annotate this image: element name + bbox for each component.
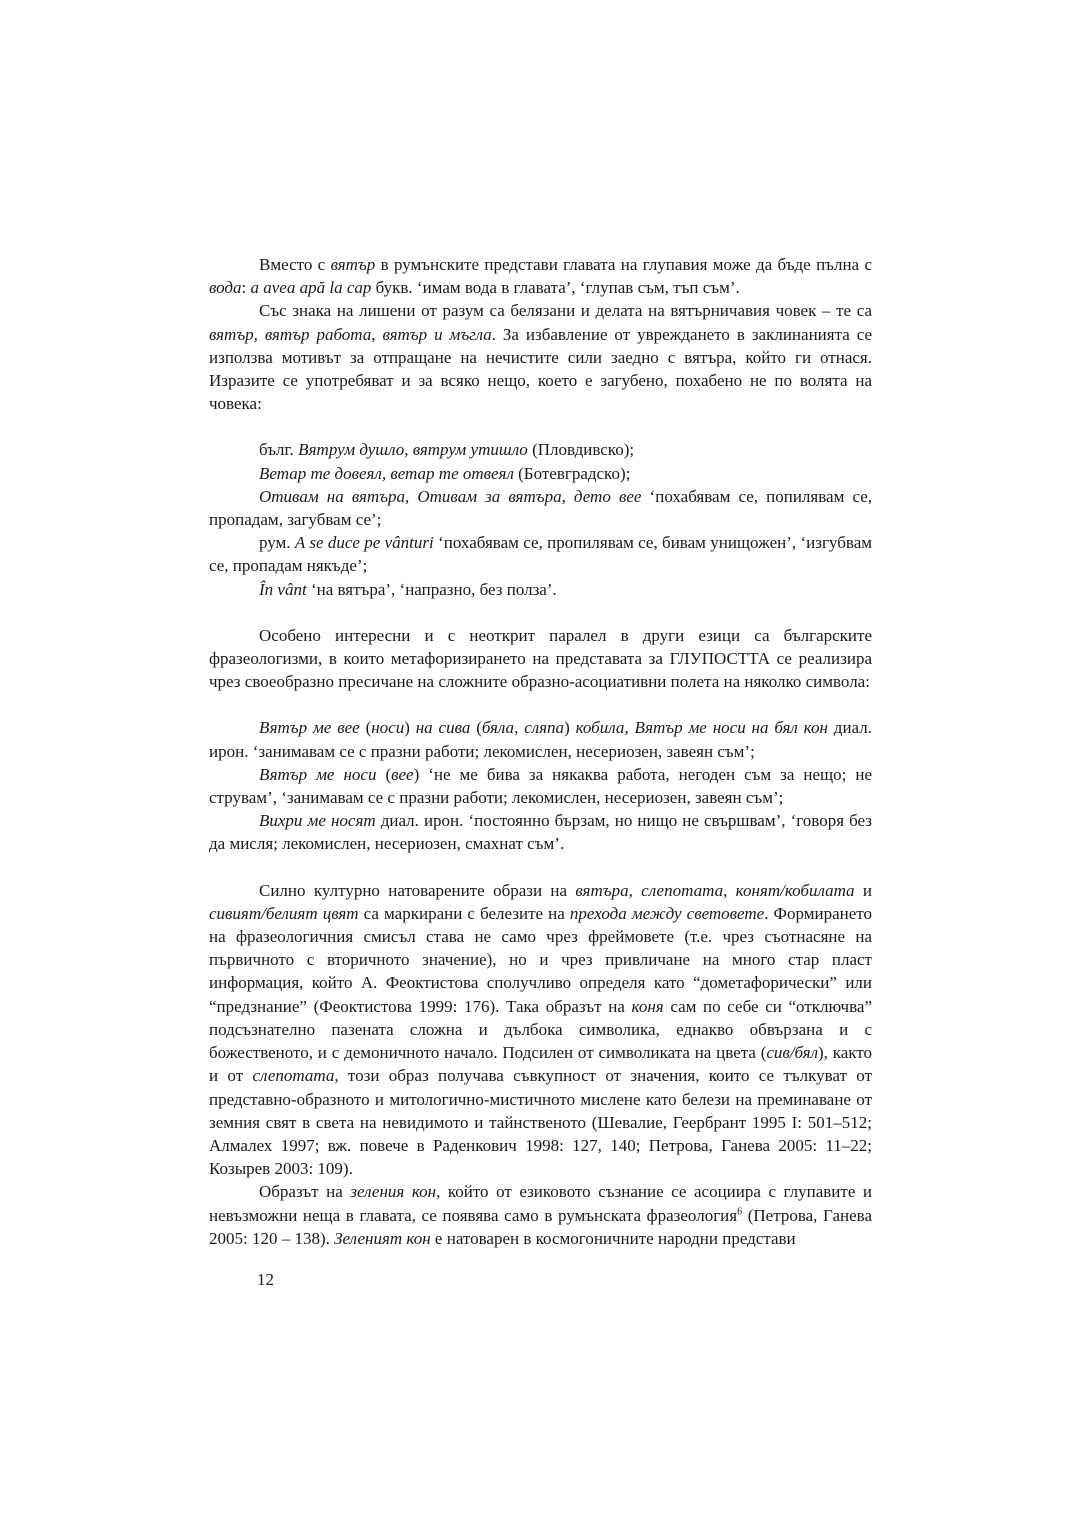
spacer [209, 415, 872, 438]
paragraph: Със знака на лишени от разум са белязани и делата на вятърничавия човек – те са вятър, вятър работа, вятър и мъгла. За избавление от увреждането в заклинанията се използва мотивът за отпращане на нечистите сили заедно с вятъра, който ги отнася. Изразите се употребяват и за всяко нещо, което е загубено, похабено не по волята на човека: [209, 301, 873, 414]
spacer [209, 856, 872, 879]
paragraph: Силно културно натоварените образи на вятъра, слепотата, конят/кобилата и сивият/белият цвят са маркирани с белезите на прехода между световете. Формирането на фразеологичния смисъл става не само чрез фреймовете (т.е. чрез съотнасяне на първичното с вторичното значение), но и чрез привличане на много стар пласт информация, който А. Феоктистова сполучливо определя като “дометафорически” или “предзнание” (Феоктистова 1999: 176). Така образът на коня сам по себе си “отключва” подсъзнателно пазената сложна и дълбока символика, еднакво обвързана и с божественото, и с демоничното начало. Подсилен от символиката на цвета (сив/бял), както и от слепотата, този образ получава съвкупност от значения, които се тълкуват от представно-образното и митологично-мистичното мислене като белези на преминаване от земния свят в света на невидимото и тайнственото (Шевалие, Геербрант 1995 I: 501–512; Алмалех 1997; вж. повече в Раденкович 1998: 127, 140; Петрова, Ганева 2005: 11–22; Козырев 2003: 109). [209, 880, 873, 1179]
example-line: Ветар те довеял, ветар те отвеял (Ботевградско); [259, 463, 631, 483]
example-line: Отивам на вятъра, Отивам за вятъра, дето вее ‘похабявам се, попилявам се, пропадам, загубвам се’; [209, 486, 873, 530]
example-line: рум. A se duce pe vânturi ‘похабявам се, пропилявам се, бивам унищожен’, ‘изгубвам се, пропадам някъде’; [209, 533, 872, 576]
example-line: Вятър ме вее (носи) на сива (бяла, сляпа) кобила, Вятър ме носи на бял кон диал. ирон. ‘занимавам се с празни работи; лекомислен, несериозен, завеян съм’; [209, 718, 872, 761]
paragraph: Образът на зеления кон, който от езиковото съзнание се асоциира с глупавите и невъзможни неща в главата, се появява само в румънската фразеология$^6$ (Петрова, Ганева 2005: 120 – 138). Зеленият кон е натоварен в космогоничните народни представи [209, 1182, 872, 1248]
spacer [209, 601, 872, 624]
spacer [209, 693, 872, 716]
paragraph: Особено интересни и с неоткрит паралел в други езици са българските фразеологизми, в които метафоризирането на представата за ГЛУПОСТТА се реализира чрез своеобразно пресичане на сложните образно-асоциативни полета на няколко символа: [209, 625, 872, 692]
example-line: În vânt ‘на вятъра’, ‘напразно, без полза’. [259, 579, 557, 599]
paragraph: Вместо с вятър в румънските представи главата на глупавия може да бъде пълна с вода: a avea apă la cap букв. ‘имам вода в главата’, ‘глупав съм, тъп съм’. [209, 255, 872, 298]
example-line: Вятър ме носи (вее) ‘не ме бива за някаква работа, негоден съм за нещо; не струвам’, ‘занимавам се с празни работи; лекомислен, несериозен, завеян съм’; [209, 764, 872, 808]
page-number: 12 [257, 1270, 274, 1289]
page-body [209, 253, 872, 1250]
example-line: бълг. Вятрум душло, вятрум утишло (Пловдивско); [259, 440, 635, 460]
example-line: Вихри ме носят диал. ирон. ‘постоянно бързам, но нищо не свършвам’, ‘говоря без да мисля; лекомислен, несериозен, смахнат съм’. [209, 811, 873, 854]
